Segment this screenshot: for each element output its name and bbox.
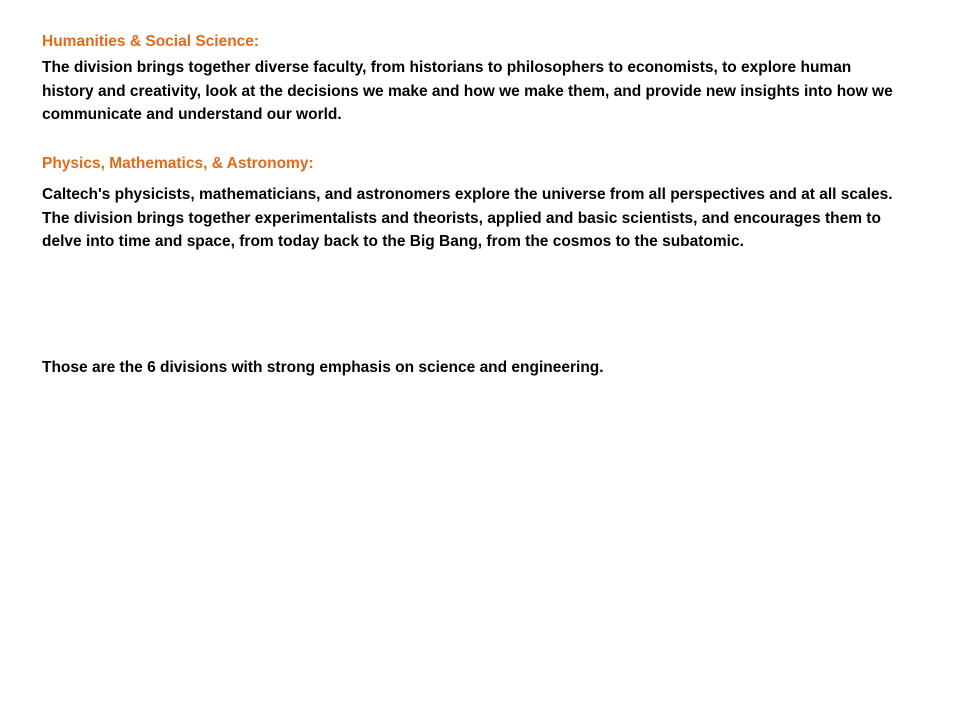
humanities-heading: Humanities & Social Science: [42, 33, 260, 50]
humanities-description: The division brings together diverse faculty, from historians to philosophers to economists, to explore human history and creativity, look at the decisions we make and how we make them, and provide new insights into how we communicate and understand our world. [42, 59, 893, 123]
physics-heading: Physics, Mathematics, & Astronomy: [42, 155, 314, 172]
closing-statement: Those are the 6 divisions with strong emphasis on science and engineering. [42, 359, 604, 376]
physics-description: Caltech's physicists, mathematicians, and astronomers explore the universe from all perspectives and at all scales. The division brings together experimentalists and theorists, applied and basic scientists, and encourages them to delve into time and space, from today back to the Big Bang, from the cosmos to the subatomic. [42, 186, 893, 250]
